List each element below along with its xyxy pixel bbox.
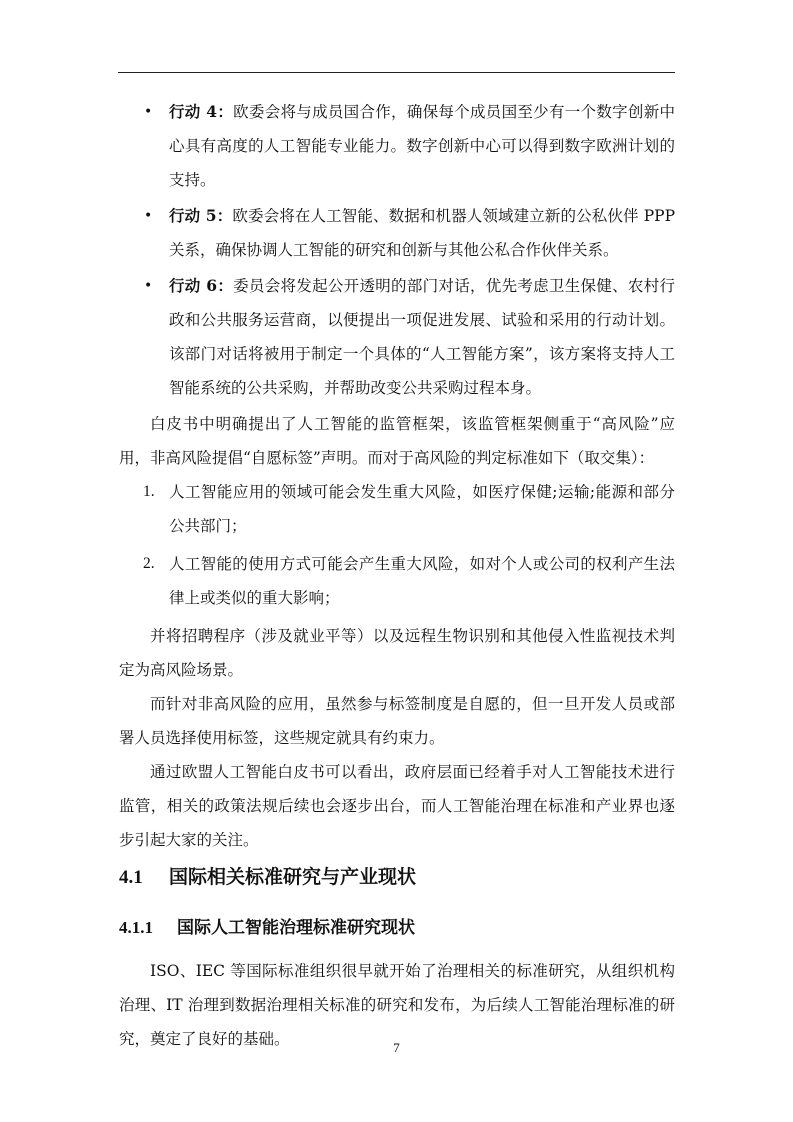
bullet-item-action-4 <box>119 95 675 197</box>
bullet-text: 欧委会将在人工智能、数据和机器人领域建立新的公私伙伴 PPP 关系，确保协调人工智能的研究和创新与其他公私合作伙伴关系。 <box>169 207 675 259</box>
criteria-item-1 <box>119 475 675 543</box>
bullet-icon: • <box>144 208 153 224</box>
bullet-label: 行动 5： <box>169 206 233 225</box>
page-content <box>119 95 675 1056</box>
section-number: 4.1 <box>119 867 143 888</box>
section-title: 国际相关标准研究与产业现状 <box>169 866 417 888</box>
paragraph-whitepaper: 白皮书中明确提出了人工智能的监管框架，该监管框架侧重于“高风险”应用，非高风险提倡“自愿标签”声明。而对于高风险的判定标准如下（取交集）： <box>119 415 675 467</box>
bullet-item-action-5 <box>119 199 675 267</box>
bullet-text: 欧委会将与成员国合作，确保每个成员国至少有一个数字创新中心具有高度的人工智能专业能力。数字创新中心可以得到数字欧洲计划的支持。 <box>169 103 675 189</box>
paragraph-conclusion: 通过欧盟人工智能白皮书可以看出，政府层面已经着手对人工智能技术进行监管，相关的政策法规后续也会逐步出台，而人工智能治理在标准和产业界也逐步引起大家的关注。 <box>119 763 675 849</box>
subsection-heading <box>119 908 675 948</box>
paragraph-non-high-risk: 而针对非高风险的应用，虽然参与标签制度是自愿的，但一旦开发人员或部署人员选择使用标签，这些规定就具有约束力。 <box>119 695 675 747</box>
bullet-text: 委员会将发起公开透明的部门对话，优先考虑卫生保健、农村行政和公共服务运营商，以便提出一项促进发展、试验和采用的行动计划。该部门对话将被用于制定一个具体的“人工智能方案”，该方案将支持人工智能系统的公共采购，并帮助改变公共采购过程本身。 <box>169 277 675 397</box>
criteria-item-2 <box>119 547 675 615</box>
paragraph-recruitment: 并将招聘程序（涉及就业平等）以及远程生物识别和其他侵入性监视技术判定为高风险场景。 <box>119 627 675 679</box>
criteria-text: 人工智能应用的领域可能会发生重大风险，如医疗保健;运输;能源和部分公共部门； <box>169 483 675 535</box>
subsection-title: 国际人工智能治理标准研究现状 <box>177 918 415 938</box>
list-number: 2. <box>143 555 155 572</box>
subsection-number: 4.1.1 <box>119 918 153 937</box>
page-number: 7 <box>393 1040 400 1055</box>
bullet-icon: • <box>144 278 153 294</box>
bullet-icon: • <box>144 104 153 120</box>
section-heading <box>119 857 675 898</box>
paragraph-iso-iec: ISO、IEC 等国际标准组织很早就开始了治理相关的标准研究，从组织机构治理、IT 治理到数据治理相关标准的研究和发布，为后续人工智能治理标准的研究，奠定了良好的基础。 <box>119 962 675 1048</box>
header-rule <box>118 72 675 73</box>
bullet-label: 行动 6： <box>169 276 234 295</box>
criteria-text: 人工智能的使用方式可能会产生重大风险，如对个人或公司的权利产生法律上或类似的重大影响； <box>169 555 675 607</box>
list-number: 1. <box>143 483 155 500</box>
bullet-label: 行动 4： <box>169 102 234 121</box>
bullet-item-action-6 <box>119 269 675 405</box>
